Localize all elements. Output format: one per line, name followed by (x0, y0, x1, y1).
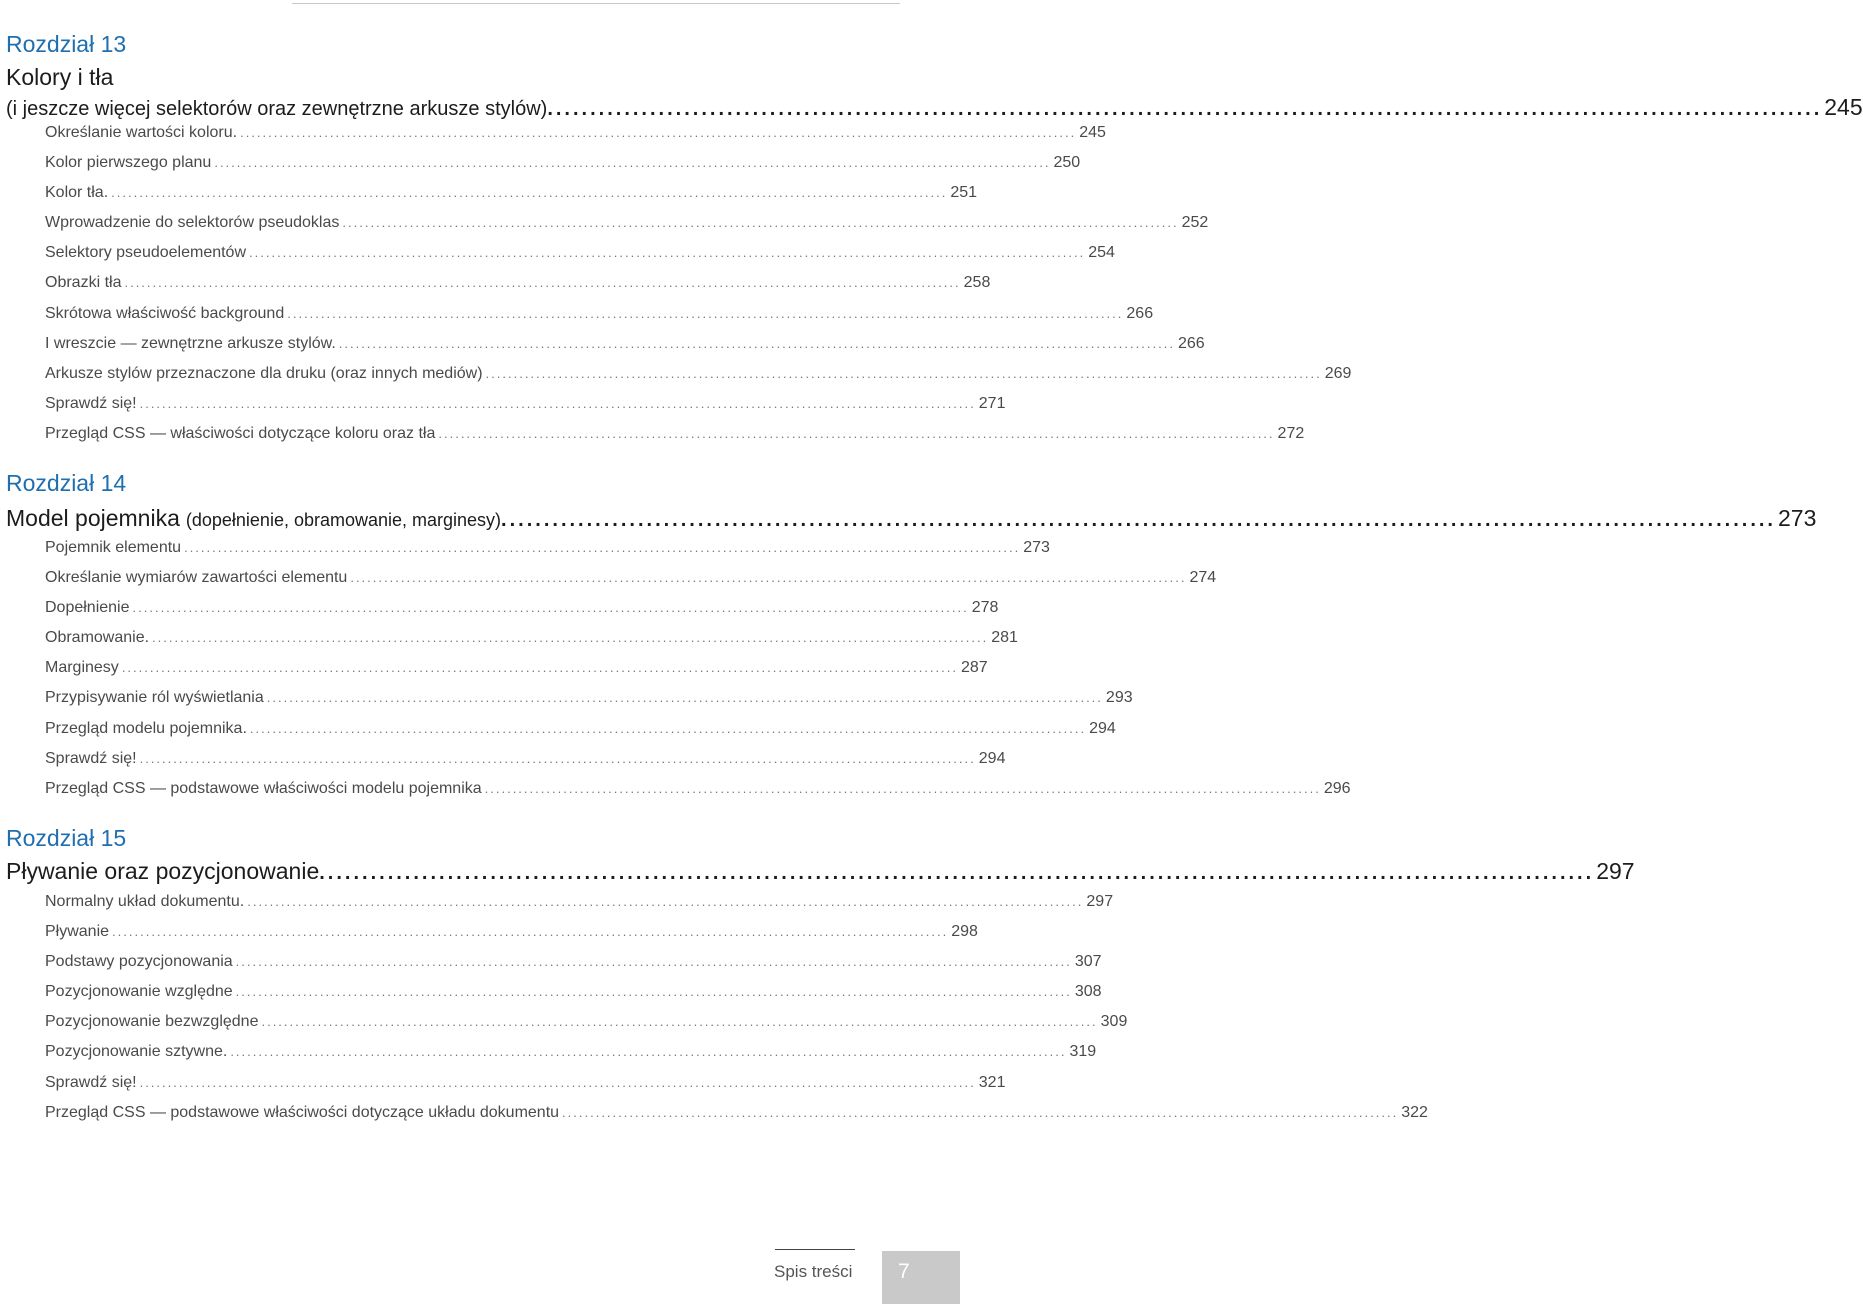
chapter-14-entries (45, 533, 1351, 804)
entry-title: Kolor tła. (45, 184, 109, 202)
entry-title: Sprawdź się! (45, 749, 137, 767)
leader-dots: ..................................................................................................................................................... (139, 395, 976, 411)
entry-title: Skrótowa właściwość background (45, 304, 285, 322)
leader-dots: ..................................................................................................................................................... (247, 894, 1084, 909)
entry-page: 322 (1401, 1103, 1428, 1121)
chapter-page: 245 (1824, 94, 1863, 120)
chapter-subtitle: (i jeszcze więcej selektorów oraz zewnętrzne arkusze stylów) (6, 98, 548, 120)
entry-page: 274 (1189, 569, 1217, 587)
leader-dots: ..................................................................................................................................................... (111, 185, 948, 201)
entry-title: Marginesy (45, 659, 119, 677)
leader-dots: ..................................................................................................................................................... (249, 720, 1087, 736)
leader-dots: ..................................................................................................................................................... (266, 690, 1103, 706)
toc-entry[interactable] (45, 148, 1081, 178)
chapter-page: 273 (1778, 505, 1817, 531)
toc-entry[interactable] (45, 917, 978, 947)
leader-dots: ..................................................................................................................................................... (261, 1014, 1098, 1030)
entry-title: Pływanie (45, 923, 110, 941)
leader-dots: ..................................................................................................................................................... (235, 954, 1072, 970)
leader-dots: ..................................................................................................................................................... (124, 275, 961, 291)
entry-page: 294 (978, 749, 1006, 767)
entry-page: 250 (1053, 154, 1081, 172)
toc-entry[interactable] (45, 533, 1050, 563)
entry-page: 281 (991, 629, 1018, 647)
toc-entry[interactable] (45, 887, 1114, 917)
toc-entry[interactable] (45, 208, 1209, 238)
entry-page: 271 (978, 394, 1006, 412)
toc-entry[interactable] (45, 389, 1006, 419)
toc-entry[interactable] (45, 1007, 1128, 1037)
toc-entry[interactable] (45, 744, 1006, 774)
toc-entry[interactable] (45, 947, 1102, 977)
toc-entry[interactable] (45, 683, 1133, 713)
leader-dots: ..................................................................................................................................................... (214, 155, 1051, 171)
toc-entry[interactable] (45, 977, 1102, 1007)
entry-title: I wreszcie — zewnętrzne arkusze stylów. (45, 334, 336, 352)
entry-title: Pozycjonowanie bezwzględne (45, 1013, 259, 1031)
chapter-label: Rozdział 14 (6, 470, 127, 496)
toc-entry[interactable] (45, 653, 988, 683)
entry-title: Obrazki tła (45, 274, 122, 292)
leader-dots: ..................................................................................................................................................... (230, 1044, 1067, 1060)
entry-page: 266 (1126, 304, 1154, 322)
toc-entry[interactable] (45, 359, 1352, 389)
chapter-page: 297 (1596, 858, 1635, 884)
entry-title: Przegląd CSS — właściwości dotyczące koloru oraz tła (45, 424, 436, 442)
leader-dots: ..................................................................................................................................................... (562, 1104, 1399, 1120)
toc-entry[interactable] (45, 774, 1351, 804)
entry-title: Obramowanie. (45, 629, 150, 647)
entry-page: 308 (1074, 983, 1102, 1001)
chapter-13-header (6, 30, 1863, 122)
entry-title: Przypisywanie ról wyświetlania (45, 689, 264, 707)
toc-entry[interactable] (45, 1098, 1428, 1128)
leader-dots: ..................................................................................................................................................... (249, 245, 1086, 261)
entry-title: Określanie wymiarów zawartości elementu (45, 569, 348, 587)
entry-page: 309 (1100, 1013, 1128, 1031)
chapter-title: Kolory i tła (6, 64, 114, 90)
leader-dots: ..................................................................................................................................................... (112, 924, 949, 940)
leader-dots: ..................................................................................................................................................... (338, 335, 1175, 351)
entry-title: Normalny układ dokumentu. (45, 893, 245, 910)
entry-title: Przegląd CSS — podstawowe właściwości modelu pojemnika (45, 779, 482, 797)
toc-entry[interactable] (45, 714, 1116, 744)
entry-title: Pozycjonowanie względne (45, 983, 233, 1001)
footer-rule (775, 1249, 855, 1250)
toc-entry[interactable] (45, 299, 1154, 329)
entry-page: 294 (1089, 719, 1116, 737)
toc-entry[interactable] (45, 118, 1106, 148)
entry-title: Podstawy pozycjonowania (45, 953, 233, 971)
entry-page: 278 (971, 599, 999, 617)
leader-dots: ..................................................................................................................................................... (319, 862, 1595, 884)
chapter-title-row[interactable] (6, 856, 1635, 888)
chapter-label: Rozdział 15 (6, 825, 127, 851)
leader-dots: ..................................................................................................................................................... (547, 98, 1823, 120)
entry-title: Wprowadzenie do selektorów pseudoklas (45, 214, 340, 232)
entry-page: 287 (960, 659, 988, 677)
entry-page: 307 (1074, 953, 1102, 971)
chapter-13-entries (45, 118, 1352, 449)
chapter-title: Pływanie oraz pozycjonowanie (6, 858, 320, 884)
entry-page: 298 (951, 923, 978, 941)
toc-entry[interactable] (45, 419, 1305, 449)
leader-dots: ..................................................................................................................................................... (342, 215, 1179, 231)
toc-entry[interactable] (45, 1037, 1097, 1067)
leader-dots: ..................................................................................................................................................... (485, 365, 1322, 381)
toc-entry[interactable] (45, 593, 999, 623)
chapter-title-row[interactable] (6, 503, 1817, 535)
entry-title: Sprawdź się! (45, 394, 137, 412)
chapter-15-header (6, 824, 1635, 888)
chapter-14-header (6, 469, 1817, 535)
toc-entry[interactable] (45, 623, 1018, 653)
entry-title: Określanie wartości koloru. (45, 124, 238, 141)
entry-page: 245 (1079, 124, 1106, 141)
entry-title: Dopełnienie (45, 599, 130, 617)
leader-dots: ..................................................................................................................................................... (139, 750, 976, 766)
leader-dots: ..................................................................................................................................................... (350, 570, 1187, 586)
leader-dots: ..................................................................................................................................................... (152, 630, 989, 646)
leader-dots: ..................................................................................................................................................... (501, 509, 1776, 531)
entry-page: 297 (1086, 893, 1114, 910)
toc-entry[interactable] (45, 178, 978, 208)
entry-page: 269 (1324, 364, 1352, 382)
entry-page: 273 (1023, 539, 1050, 556)
entry-title: Pojemnik elementu (45, 539, 182, 556)
entry-page: 296 (1323, 779, 1351, 797)
leader-dots: ..................................................................................................................................................... (438, 425, 1275, 441)
entry-title: Przegląd modelu pojemnika. (45, 719, 247, 737)
entry-page: 266 (1177, 334, 1205, 352)
entry-page: 252 (1181, 214, 1209, 232)
entry-title: Arkusze stylów przeznaczone dla druku (oraz innych mediów) (45, 364, 483, 382)
leader-dots: ..................................................................................................................................................... (235, 984, 1072, 1000)
toc-entry[interactable] (45, 1068, 1006, 1098)
entry-title: Przegląd CSS — podstawowe właściwości dotyczące układu dokumentu (45, 1103, 560, 1121)
leader-dots: ..................................................................................................................................................... (184, 540, 1021, 555)
entry-page: 321 (978, 1073, 1006, 1091)
page-number: 7 (898, 1260, 910, 1283)
chapter-15-entries (45, 887, 1428, 1128)
top-rule (292, 3, 900, 4)
chapter-subtitle: (dopełnienie, obramowanie, marginesy) (185, 510, 502, 530)
leader-dots: ..................................................................................................................................................... (484, 780, 1321, 796)
entry-page: 258 (963, 274, 991, 292)
toc-entry[interactable] (45, 268, 991, 298)
leader-dots: ..................................................................................................................................................... (121, 660, 958, 676)
page-number-box (882, 1251, 960, 1304)
leader-dots: ..................................................................................................................................................... (132, 600, 969, 616)
entry-page: 254 (1088, 244, 1115, 262)
toc-entry[interactable] (45, 238, 1115, 268)
entry-title: Selektory pseudoelementów (45, 244, 247, 262)
entry-page: 293 (1105, 689, 1133, 707)
chapter-title: Model pojemnika (6, 505, 180, 531)
entry-page: 251 (950, 184, 978, 202)
entry-title: Kolor pierwszego planu (45, 154, 212, 172)
toc-entry[interactable] (45, 563, 1217, 593)
entry-title: Pozycjonowanie sztywne. (45, 1043, 228, 1061)
entry-page: 319 (1069, 1043, 1097, 1061)
chapter-label: Rozdział 13 (6, 31, 127, 57)
leader-dots: ..................................................................................................................................................... (139, 1074, 976, 1090)
footer-section-label: Spis treści (774, 1262, 853, 1281)
toc-entry[interactable] (45, 329, 1205, 359)
leader-dots: ..................................................................................................................................................... (287, 305, 1124, 321)
leader-dots: ..................................................................................................................................................... (240, 125, 1077, 140)
entry-title: Sprawdź się! (45, 1073, 137, 1091)
entry-page: 272 (1277, 424, 1305, 442)
